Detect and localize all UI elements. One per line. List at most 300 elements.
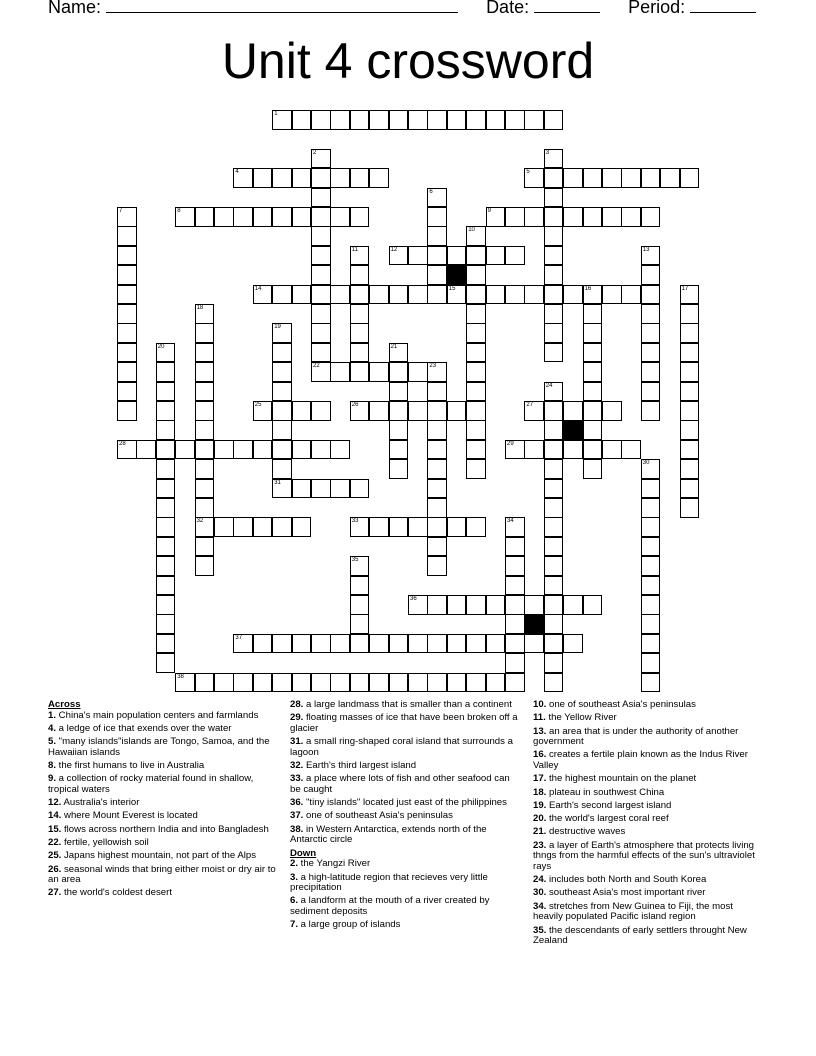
grid-cell[interactable] — [156, 576, 176, 596]
grid-cell[interactable] — [350, 285, 370, 305]
grid-cell[interactable] — [292, 285, 312, 305]
grid-cell[interactable] — [117, 440, 137, 460]
grid-cell[interactable] — [583, 459, 603, 479]
grid-cell[interactable] — [408, 246, 428, 266]
grid-cell[interactable] — [466, 226, 486, 246]
grid-cell[interactable] — [641, 653, 661, 673]
grid-cell[interactable] — [583, 595, 603, 615]
grid-cell[interactable] — [583, 420, 603, 440]
grid-cell[interactable] — [621, 207, 641, 227]
grid-cell[interactable] — [505, 517, 525, 537]
grid-cell[interactable] — [408, 401, 428, 421]
grid-cell[interactable] — [680, 285, 700, 305]
grid-cell[interactable] — [350, 207, 370, 227]
grid-cell[interactable] — [369, 634, 389, 654]
grid-cell[interactable] — [427, 459, 447, 479]
grid-cell[interactable] — [680, 362, 700, 382]
grid-cell[interactable] — [602, 401, 622, 421]
grid-cell[interactable] — [680, 440, 700, 460]
grid-cell[interactable] — [292, 110, 312, 130]
grid-cell[interactable] — [389, 110, 409, 130]
grid-cell[interactable] — [311, 362, 331, 382]
grid-cell[interactable] — [447, 401, 467, 421]
grid-cell[interactable] — [408, 362, 428, 382]
grid-cell[interactable] — [311, 188, 331, 208]
grid-cell[interactable] — [292, 207, 312, 227]
grid-cell[interactable] — [447, 110, 467, 130]
grid-cell[interactable] — [195, 362, 215, 382]
grid-cell[interactable] — [544, 207, 564, 227]
grid-cell[interactable] — [156, 362, 176, 382]
grid-cell[interactable] — [505, 440, 525, 460]
grid-cell[interactable] — [466, 401, 486, 421]
grid-cell[interactable] — [641, 576, 661, 596]
grid-cell[interactable] — [544, 653, 564, 673]
grid-cell[interactable] — [292, 168, 312, 188]
grid-cell[interactable] — [272, 634, 292, 654]
grid-cell[interactable] — [466, 440, 486, 460]
grid-cell[interactable] — [408, 673, 428, 693]
grid-cell[interactable] — [641, 537, 661, 557]
grid-cell[interactable] — [156, 556, 176, 576]
grid-cell[interactable] — [486, 246, 506, 266]
grid-cell[interactable] — [272, 285, 292, 305]
grid-cell[interactable] — [641, 614, 661, 634]
grid-cell[interactable] — [544, 168, 564, 188]
grid-cell[interactable] — [466, 673, 486, 693]
grid-cell[interactable] — [427, 246, 447, 266]
grid-cell[interactable] — [544, 576, 564, 596]
grid-cell[interactable] — [447, 634, 467, 654]
grid-cell[interactable] — [272, 673, 292, 693]
grid-cell[interactable] — [195, 207, 215, 227]
grid-cell[interactable] — [330, 673, 350, 693]
grid-cell[interactable] — [408, 595, 428, 615]
grid-cell[interactable] — [524, 634, 544, 654]
grid-cell[interactable] — [641, 459, 661, 479]
grid-cell[interactable] — [505, 285, 525, 305]
grid-cell[interactable] — [583, 168, 603, 188]
grid-cell[interactable] — [214, 673, 234, 693]
grid-cell[interactable] — [233, 168, 253, 188]
grid-cell[interactable] — [117, 304, 137, 324]
grid-cell[interactable] — [195, 537, 215, 557]
grid-cell[interactable] — [389, 517, 409, 537]
grid-cell[interactable] — [660, 168, 680, 188]
grid-cell[interactable] — [272, 168, 292, 188]
grid-cell[interactable] — [641, 479, 661, 499]
grid-cell[interactable] — [272, 459, 292, 479]
grid-cell[interactable] — [175, 673, 195, 693]
grid-cell[interactable] — [427, 673, 447, 693]
grid-cell[interactable] — [369, 362, 389, 382]
grid-cell[interactable] — [427, 265, 447, 285]
grid-cell[interactable] — [117, 207, 137, 227]
grid-cell[interactable] — [272, 323, 292, 343]
grid-cell[interactable] — [117, 226, 137, 246]
grid-cell[interactable] — [175, 207, 195, 227]
grid-cell[interactable] — [195, 304, 215, 324]
grid-cell[interactable] — [621, 440, 641, 460]
grid-cell[interactable] — [253, 207, 273, 227]
grid-cell[interactable] — [156, 634, 176, 654]
grid-cell[interactable] — [311, 401, 331, 421]
grid-cell[interactable] — [544, 226, 564, 246]
grid-cell[interactable] — [330, 110, 350, 130]
grid-cell[interactable] — [117, 362, 137, 382]
grid-cell[interactable] — [524, 110, 544, 130]
grid-cell[interactable] — [563, 168, 583, 188]
grid-cell[interactable] — [408, 517, 428, 537]
grid-cell[interactable] — [311, 304, 331, 324]
grid-cell[interactable] — [389, 459, 409, 479]
grid-cell[interactable] — [389, 401, 409, 421]
grid-cell[interactable] — [583, 323, 603, 343]
grid-cell[interactable] — [330, 362, 350, 382]
grid-cell[interactable] — [233, 673, 253, 693]
grid-cell[interactable] — [311, 110, 331, 130]
grid-cell[interactable] — [292, 440, 312, 460]
grid-cell[interactable] — [195, 556, 215, 576]
grid-cell[interactable] — [350, 479, 370, 499]
grid-cell[interactable] — [583, 440, 603, 460]
grid-cell[interactable] — [427, 207, 447, 227]
grid-cell[interactable] — [350, 362, 370, 382]
grid-cell[interactable] — [389, 634, 409, 654]
grid-cell[interactable] — [195, 343, 215, 363]
grid-cell[interactable] — [195, 498, 215, 518]
grid-cell[interactable] — [311, 207, 331, 227]
grid-cell[interactable] — [408, 634, 428, 654]
grid-cell[interactable] — [680, 304, 700, 324]
grid-cell[interactable] — [544, 673, 564, 693]
grid-cell[interactable] — [156, 498, 176, 518]
grid-cell[interactable] — [524, 440, 544, 460]
grid-cell[interactable] — [544, 110, 564, 130]
grid-cell[interactable] — [563, 285, 583, 305]
grid-cell[interactable] — [427, 517, 447, 537]
grid-cell[interactable] — [680, 382, 700, 402]
grid-cell[interactable] — [272, 479, 292, 499]
grid-cell[interactable] — [292, 634, 312, 654]
grid-cell[interactable] — [641, 343, 661, 363]
grid-cell[interactable] — [389, 673, 409, 693]
grid-cell[interactable] — [330, 440, 350, 460]
grid-cell[interactable] — [389, 362, 409, 382]
grid-cell[interactable] — [427, 188, 447, 208]
grid-cell[interactable] — [680, 343, 700, 363]
grid-cell[interactable] — [486, 110, 506, 130]
grid-cell[interactable] — [466, 420, 486, 440]
grid-cell[interactable] — [466, 246, 486, 266]
grid-cell[interactable] — [641, 382, 661, 402]
grid-cell[interactable] — [350, 673, 370, 693]
grid-cell[interactable] — [369, 168, 389, 188]
grid-cell[interactable] — [641, 673, 661, 693]
grid-cell[interactable] — [466, 517, 486, 537]
grid-cell[interactable] — [156, 420, 176, 440]
grid-cell[interactable] — [195, 673, 215, 693]
grid-cell[interactable] — [253, 440, 273, 460]
grid-cell[interactable] — [466, 382, 486, 402]
grid-cell[interactable] — [272, 401, 292, 421]
grid-cell[interactable] — [156, 440, 176, 460]
grid-cell[interactable] — [447, 595, 467, 615]
grid-cell[interactable] — [350, 614, 370, 634]
grid-cell[interactable] — [641, 285, 661, 305]
grid-cell[interactable] — [544, 149, 564, 169]
grid-cell[interactable] — [486, 207, 506, 227]
grid-cell[interactable] — [311, 168, 331, 188]
grid-cell[interactable] — [641, 634, 661, 654]
grid-cell[interactable] — [350, 110, 370, 130]
grid-cell[interactable] — [253, 401, 273, 421]
grid-cell[interactable] — [195, 401, 215, 421]
grid-cell[interactable] — [311, 226, 331, 246]
grid-cell[interactable] — [330, 479, 350, 499]
grid-cell[interactable] — [544, 634, 564, 654]
grid-cell[interactable] — [350, 556, 370, 576]
grid-cell[interactable] — [389, 246, 409, 266]
grid-cell[interactable] — [544, 537, 564, 557]
grid-cell[interactable] — [466, 285, 486, 305]
grid-cell[interactable] — [369, 517, 389, 537]
grid-cell[interactable] — [544, 304, 564, 324]
grid-cell[interactable] — [195, 459, 215, 479]
grid-cell[interactable] — [272, 440, 292, 460]
grid-cell[interactable] — [311, 265, 331, 285]
grid-cell[interactable] — [447, 285, 467, 305]
grid-cell[interactable] — [117, 343, 137, 363]
grid-cell[interactable] — [524, 168, 544, 188]
grid-cell[interactable] — [602, 285, 622, 305]
grid-cell[interactable] — [641, 207, 661, 227]
grid-cell[interactable] — [292, 517, 312, 537]
grid-cell[interactable] — [447, 246, 467, 266]
grid-cell[interactable] — [292, 479, 312, 499]
grid-cell[interactable] — [621, 285, 641, 305]
grid-cell[interactable] — [680, 479, 700, 499]
grid-cell[interactable] — [117, 401, 137, 421]
grid-cell[interactable] — [292, 673, 312, 693]
grid-cell[interactable] — [350, 576, 370, 596]
grid-cell[interactable] — [272, 110, 292, 130]
grid-cell[interactable] — [427, 401, 447, 421]
grid-cell[interactable] — [563, 207, 583, 227]
grid-cell[interactable] — [350, 401, 370, 421]
grid-cell[interactable] — [389, 440, 409, 460]
grid-cell[interactable] — [233, 517, 253, 537]
grid-cell[interactable] — [233, 634, 253, 654]
grid-cell[interactable] — [505, 556, 525, 576]
grid-cell[interactable] — [408, 285, 428, 305]
grid-cell[interactable] — [311, 479, 331, 499]
grid-cell[interactable] — [544, 188, 564, 208]
grid-cell[interactable] — [466, 265, 486, 285]
grid-cell[interactable] — [466, 323, 486, 343]
grid-cell[interactable] — [272, 382, 292, 402]
grid-cell[interactable] — [156, 595, 176, 615]
grid-cell[interactable] — [311, 285, 331, 305]
grid-cell[interactable] — [350, 304, 370, 324]
grid-cell[interactable] — [156, 401, 176, 421]
grid-cell[interactable] — [641, 323, 661, 343]
grid-cell[interactable] — [253, 285, 273, 305]
grid-cell[interactable] — [544, 265, 564, 285]
grid-cell[interactable] — [156, 343, 176, 363]
grid-cell[interactable] — [544, 459, 564, 479]
grid-cell[interactable] — [447, 517, 467, 537]
grid-cell[interactable] — [680, 420, 700, 440]
grid-cell[interactable] — [272, 343, 292, 363]
grid-cell[interactable] — [427, 537, 447, 557]
grid-cell[interactable] — [156, 653, 176, 673]
grid-cell[interactable] — [330, 285, 350, 305]
grid-cell[interactable] — [447, 673, 467, 693]
grid-cell[interactable] — [427, 285, 447, 305]
grid-cell[interactable] — [427, 479, 447, 499]
grid-cell[interactable] — [524, 595, 544, 615]
grid-cell[interactable] — [583, 207, 603, 227]
grid-cell[interactable] — [427, 420, 447, 440]
grid-cell[interactable] — [389, 343, 409, 363]
grid-cell[interactable] — [330, 634, 350, 654]
grid-cell[interactable] — [350, 265, 370, 285]
grid-cell[interactable] — [195, 323, 215, 343]
grid-cell[interactable] — [156, 479, 176, 499]
grid-cell[interactable] — [350, 343, 370, 363]
grid-cell[interactable] — [311, 634, 331, 654]
grid-cell[interactable] — [544, 595, 564, 615]
grid-cell[interactable] — [156, 614, 176, 634]
grid-cell[interactable] — [524, 207, 544, 227]
grid-cell[interactable] — [641, 246, 661, 266]
grid-cell[interactable] — [350, 595, 370, 615]
grid-cell[interactable] — [427, 110, 447, 130]
grid-cell[interactable] — [195, 440, 215, 460]
grid-cell[interactable] — [156, 517, 176, 537]
grid-cell[interactable] — [272, 362, 292, 382]
grid-cell[interactable] — [214, 440, 234, 460]
grid-cell[interactable] — [117, 382, 137, 402]
grid-cell[interactable] — [369, 110, 389, 130]
grid-cell[interactable] — [680, 401, 700, 421]
grid-cell[interactable] — [563, 595, 583, 615]
grid-cell[interactable] — [117, 323, 137, 343]
grid-cell[interactable] — [427, 382, 447, 402]
grid-cell[interactable] — [350, 246, 370, 266]
grid-cell[interactable] — [195, 420, 215, 440]
grid-cell[interactable] — [195, 479, 215, 499]
grid-cell[interactable] — [466, 110, 486, 130]
grid-cell[interactable] — [330, 207, 350, 227]
grid-cell[interactable] — [583, 304, 603, 324]
grid-cell[interactable] — [253, 517, 273, 537]
grid-cell[interactable] — [641, 498, 661, 518]
grid-cell[interactable] — [311, 246, 331, 266]
grid-cell[interactable] — [505, 634, 525, 654]
grid-cell[interactable] — [195, 382, 215, 402]
grid-cell[interactable] — [350, 323, 370, 343]
grid-cell[interactable] — [466, 595, 486, 615]
grid-cell[interactable] — [311, 149, 331, 169]
grid-cell[interactable] — [680, 459, 700, 479]
grid-cell[interactable] — [602, 168, 622, 188]
grid-cell[interactable] — [214, 517, 234, 537]
grid-cell[interactable] — [311, 343, 331, 363]
grid-cell[interactable] — [369, 673, 389, 693]
grid-cell[interactable] — [505, 576, 525, 596]
grid-cell[interactable] — [311, 440, 331, 460]
grid-cell[interactable] — [505, 537, 525, 557]
grid-cell[interactable] — [330, 168, 350, 188]
grid-cell[interactable] — [486, 285, 506, 305]
grid-cell[interactable] — [583, 362, 603, 382]
grid-cell[interactable] — [427, 498, 447, 518]
grid-cell[interactable] — [563, 634, 583, 654]
grid-cell[interactable] — [466, 634, 486, 654]
grid-cell[interactable] — [602, 440, 622, 460]
grid-cell[interactable] — [214, 207, 234, 227]
grid-cell[interactable] — [602, 207, 622, 227]
grid-cell[interactable] — [311, 673, 331, 693]
grid-cell[interactable] — [350, 634, 370, 654]
grid-cell[interactable] — [486, 673, 506, 693]
grid-cell[interactable] — [505, 673, 525, 693]
grid-cell[interactable] — [544, 479, 564, 499]
grid-cell[interactable] — [427, 226, 447, 246]
grid-cell[interactable] — [311, 323, 331, 343]
grid-cell[interactable] — [680, 323, 700, 343]
grid-cell[interactable] — [427, 440, 447, 460]
grid-cell[interactable] — [641, 517, 661, 537]
grid-cell[interactable] — [641, 556, 661, 576]
grid-cell[interactable] — [427, 595, 447, 615]
grid-cell[interactable] — [641, 362, 661, 382]
grid-cell[interactable] — [389, 285, 409, 305]
grid-cell[interactable] — [117, 285, 137, 305]
grid-cell[interactable] — [486, 634, 506, 654]
grid-cell[interactable] — [544, 323, 564, 343]
grid-cell[interactable] — [505, 246, 525, 266]
grid-cell[interactable] — [156, 459, 176, 479]
grid-cell[interactable] — [175, 440, 195, 460]
grid-cell[interactable] — [641, 401, 661, 421]
grid-cell[interactable] — [117, 265, 137, 285]
grid-cell[interactable] — [466, 343, 486, 363]
grid-cell[interactable] — [544, 440, 564, 460]
grid-cell[interactable] — [544, 285, 564, 305]
grid-cell[interactable] — [544, 556, 564, 576]
grid-cell[interactable] — [233, 207, 253, 227]
grid-cell[interactable] — [621, 168, 641, 188]
grid-cell[interactable] — [505, 595, 525, 615]
grid-cell[interactable] — [544, 343, 564, 363]
grid-cell[interactable] — [583, 382, 603, 402]
grid-cell[interactable] — [408, 110, 428, 130]
grid-cell[interactable] — [466, 459, 486, 479]
grid-cell[interactable] — [466, 304, 486, 324]
grid-cell[interactable] — [292, 401, 312, 421]
grid-cell[interactable] — [350, 517, 370, 537]
grid-cell[interactable] — [389, 420, 409, 440]
grid-cell[interactable] — [641, 304, 661, 324]
grid-cell[interactable] — [117, 246, 137, 266]
grid-cell[interactable] — [505, 614, 525, 634]
grid-cell[interactable] — [253, 168, 273, 188]
grid-cell[interactable] — [505, 110, 525, 130]
grid-cell[interactable] — [427, 634, 447, 654]
